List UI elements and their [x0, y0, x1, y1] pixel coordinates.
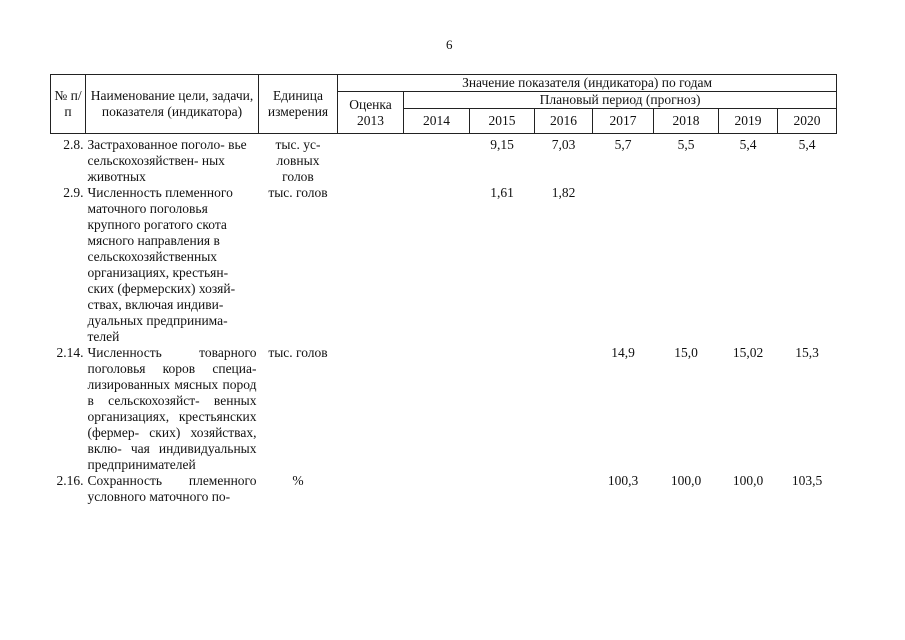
- value-2014: [404, 185, 470, 345]
- value-2015: [470, 345, 535, 473]
- value-2018: 15,0: [674, 345, 698, 360]
- value-2019: 100,0: [732, 473, 764, 488]
- value-2019: [719, 185, 778, 345]
- row-number: 2.9.: [63, 185, 84, 200]
- header-year-2020: 2020: [778, 109, 837, 134]
- indicator-unit: тыс. голов: [268, 345, 328, 360]
- value-2019: 15,02: [732, 345, 764, 360]
- value-2014: [404, 473, 470, 505]
- indicator-unit: %: [292, 473, 304, 488]
- row-number: 2.8.: [63, 137, 84, 152]
- value-2013: [338, 345, 404, 473]
- value-2020: [778, 185, 837, 345]
- table-header: [51, 75, 837, 134]
- indicator-name: Сохранность племенного условного маточного по-: [87, 473, 257, 504]
- header-values: Значение показателя (индикатора) по годам: [338, 75, 837, 92]
- value-2018: 5,5: [677, 137, 695, 152]
- header-estimate: Оценка 2013: [338, 92, 404, 134]
- value-2013: [338, 185, 404, 345]
- value-2016: [535, 345, 593, 473]
- value-2016: 1,82: [551, 185, 576, 200]
- value-2014: [404, 134, 470, 186]
- header-unit: Единица измерения: [259, 75, 338, 134]
- value-2018: [654, 185, 719, 345]
- value-2017: 100,3: [607, 473, 639, 488]
- value-2016: [535, 473, 593, 505]
- value-2017: 5,7: [614, 137, 632, 152]
- indicator-unit: тыс. ус- ловных голов: [275, 137, 321, 184]
- header-plan: Плановый период (прогноз): [404, 92, 837, 109]
- header-num: № п/п: [51, 75, 86, 134]
- indicator-name: Численность племенного маточного поголовья крупного рогатого скота мясного направления в сельскохозяйственных организациях, крестьян- ских (фермерских) хозяй- ствах, включая индиви- дуальных предпринима- телей: [87, 185, 236, 344]
- value-2017: 14,9: [611, 345, 635, 360]
- table-row: [51, 134, 837, 186]
- indicator-name: Застрахованное поголо- вье сельскохозяйствен- ных животных: [87, 137, 247, 184]
- value-2018: 100,0: [670, 473, 702, 488]
- value-2013: [338, 134, 404, 186]
- table-row: [51, 345, 837, 473]
- value-2015: [470, 473, 535, 505]
- value-2015: 1,61: [490, 185, 514, 200]
- value-2014: [404, 345, 470, 473]
- indicator-name: Численность товарного поголовья коров специа- лизированных мясных пород в сельскохозяйст- венных организациях, крестьянских (фермер- ских) хозяйствах, вклю- чая индивидуальных предпринимателей: [87, 345, 257, 472]
- row-number: 2.14.: [56, 345, 84, 360]
- value-2019: 5,4: [739, 137, 757, 152]
- indicators-table: [50, 74, 837, 505]
- value-2013: [338, 473, 404, 505]
- table-row: [51, 185, 837, 345]
- indicator-unit: тыс. голов: [268, 185, 328, 200]
- header-year-2015: 2015: [470, 109, 535, 134]
- header-year-2019: 2019: [719, 109, 778, 134]
- value-2015: 9,15: [490, 137, 514, 152]
- header-year-2016: 2016: [535, 109, 593, 134]
- value-2020: 103,5: [791, 473, 823, 488]
- table-row: [51, 473, 837, 505]
- value-2020: 15,3: [795, 345, 819, 360]
- value-2017: [593, 185, 654, 345]
- page-number: 6: [446, 37, 453, 52]
- header-year-2017: 2017: [593, 109, 654, 134]
- row-number: 2.16.: [56, 473, 84, 488]
- header-name: Наименование цели, задачи, показателя (индикатора): [86, 75, 259, 134]
- value-2016: 7,03: [551, 137, 576, 152]
- value-2020: 5,4: [798, 137, 816, 152]
- header-year-2018: 2018: [654, 109, 719, 134]
- header-year-2014: 2014: [404, 109, 470, 134]
